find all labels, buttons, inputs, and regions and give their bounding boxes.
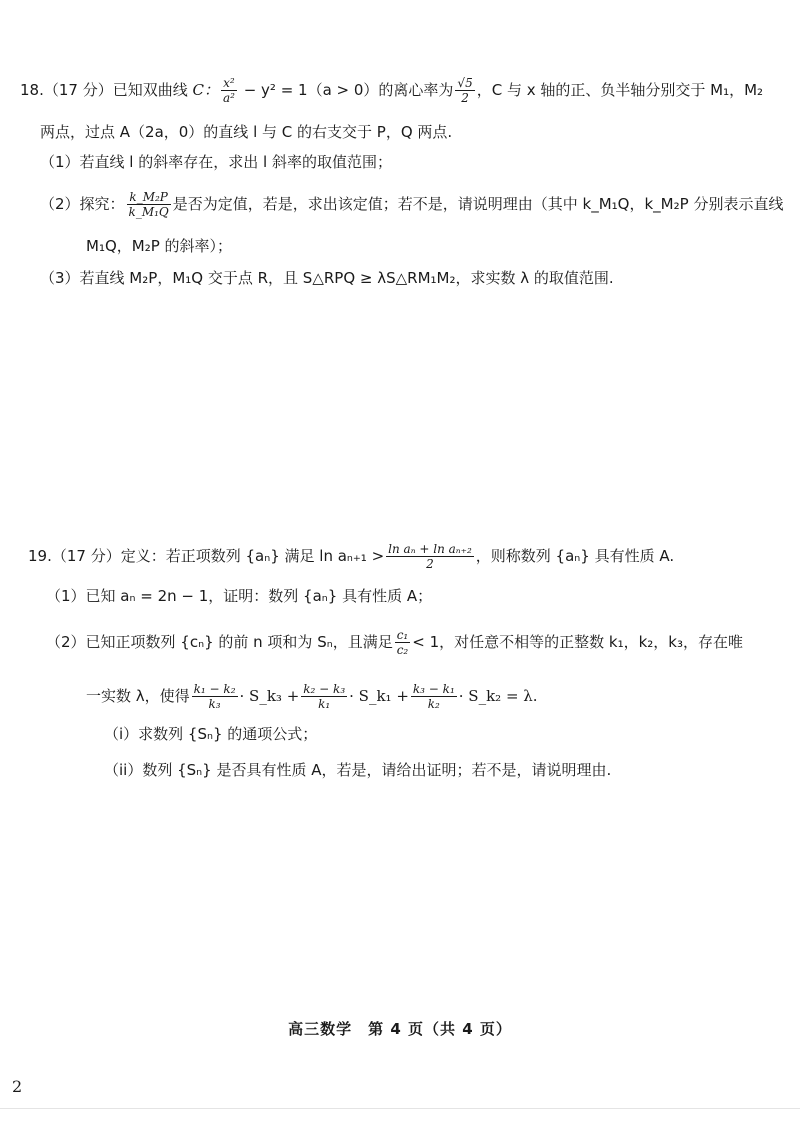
q18-part-2-text: 是否为定值，若是，求出该定值；若不是，请说明理由（其中 k_M₁Q，k_M₂P 分别表示直线 <box>172 195 784 213</box>
q19-c-ratio-fraction: $\frac{\text{c₁}}{\text{c₂}}$ <box>396 628 409 657</box>
q19-definition-fraction: $\frac{\text{ln aₙ + ln aₙ₊₂}}{2}$ <box>388 542 472 571</box>
q19-lambda-text: 一实数 λ，使得 <box>86 687 190 705</box>
q18-equation-text: − y² = 1（a > 0）的离心率为 <box>238 81 454 99</box>
q18-curve-label: C： <box>192 81 219 99</box>
q19-part-2-i: （i）求数列 {Sₙ} 的通项公式； <box>104 725 318 743</box>
bottom-divider <box>0 1108 800 1109</box>
q19-part-2-text-b: < 1，对任意不相等的正整数 k₁，k₂，k₃，存在唯 <box>412 633 743 651</box>
q18-intersect-text: ，C 与 x 轴的正、负半轴分别交于 M₁，M₂ <box>476 81 764 99</box>
q19-fraction-3: $\frac{\text{k₃ − k₁}}{\text{k₂}}$ <box>412 682 455 711</box>
q19-property-text: ，则称数列 {aₙ} 具有性质 A. <box>475 547 675 565</box>
q19-fraction-2: $\frac{\text{k₂ − k₃}}{\text{k₁}}$ <box>303 682 346 711</box>
q18-line-2: 两点，过点 A（2a，0）的直线 l 与 C 的右支交于 P，Q 两点. <box>40 123 453 141</box>
q19-definition-text: 19.（17 分）定义：若正项数列 {aₙ} 满足 ln aₙ₊₁ > <box>28 547 385 565</box>
q18-part-1: （1）若直线 l 的斜率存在，求出 l 斜率的取值范围； <box>40 153 392 171</box>
q18-part-2-cont: M₁Q，M₂P 的斜率）； <box>86 237 233 255</box>
q19-part-2 <box>46 628 743 657</box>
q19-part-1: （1）已知 aₙ = 2n − 1，证明：数列 {aₙ} 具有性质 A； <box>46 587 433 605</box>
page-footer: 高三数学 第 4 页（共 4 页） <box>288 1020 512 1038</box>
q18-part-2 <box>40 190 783 219</box>
q19-line-1 <box>28 542 674 571</box>
q19-part-2-ii: （ii）数列 {Sₙ} 是否具有性质 A，若是，请给出证明；若不是，请说明理由. <box>104 761 612 779</box>
page-number: 2 <box>12 1077 23 1096</box>
q18-slope-ratio-fraction: $\frac{\text{k\_M₂P}}{\text{k\_M₁Q}}$ <box>128 190 169 219</box>
q18-eccentricity-fraction: $\frac{√5}{2}$ <box>457 76 473 105</box>
q18-part-2-label: （2）探究： <box>40 195 125 213</box>
q18-part-3: （3）若直线 M₂P，M₁Q 交于点 R，且 S△RPQ ≥ λS△RM₁M₂，求实数 λ 的取值范围. <box>40 269 614 287</box>
q19-part-2-text: （2）已知正项数列 {cₙ} 的前 n 项和为 Sₙ，且满足 <box>46 633 393 651</box>
q19-fraction-1: $\frac{\text{k₁ − k₂}}{\text{k₃}}$ <box>193 682 236 711</box>
q18-intro-text: 18.（17 分）已知双曲线 <box>20 81 193 99</box>
q18-hyperbola-fraction: $\frac{\text{x²}}{\text{a²}}$ <box>222 76 235 105</box>
q18-line-1 <box>20 76 763 105</box>
q19-lambda-equation: 一实数 λ，使得 $\frac{\text{k₁ − k₂}}{\text{k₃}}$ · S_k₃ + $\frac{\text{k₂ − k₃}}{\text{k₁}}$ · S_k₁ + $\frac{\text{k₃ − k₁}}{\text{k₂}}$ · S_k₂ = λ. <box>86 682 538 711</box>
